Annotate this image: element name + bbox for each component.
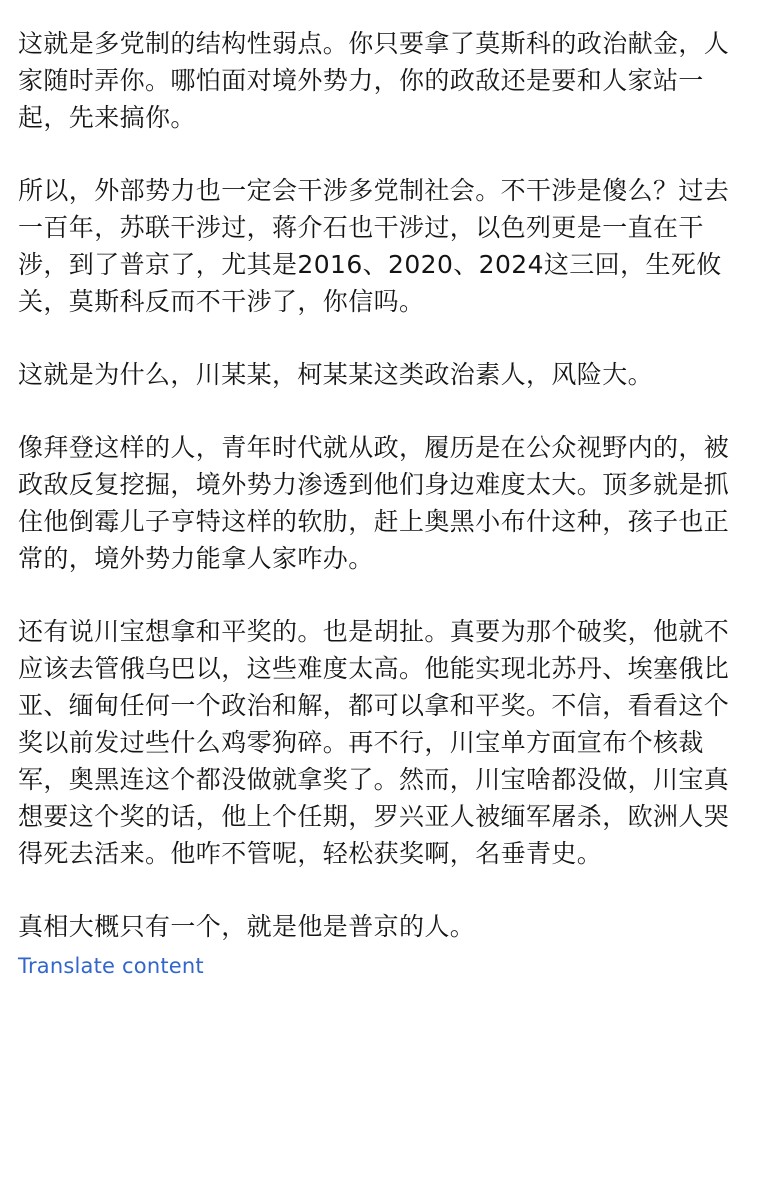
post-paragraph: 所以，外部势力也一定会干涉多党制社会。不干涉是傻么？过去一百年，苏联干涉过，蒋介石也干涉过，以色列更是一直在干涉，到了普京了，尤其是2016、2020、2024这三回，生死攸关，莫斯科反而不干涉了，你信吗。 [18, 176, 730, 316]
translate-content-link[interactable]: Translate content [18, 954, 204, 978]
post-paragraph: 这就是为什么，川某某，柯某某这类政治素人，风险大。 [18, 360, 654, 389]
post-paragraph: 还有说川宝想拿和平奖的。也是胡扯。真要为那个破奖，他就不应该去管俄乌巴以，这些难度太高。他能实现北苏丹、埃塞俄比亚、缅甸任何一个政治和解，都可以拿和平奖。不信，看看这个奖以前发过些什么鸡零狗碎。再不行，川宝单方面宣布个核裁军，奥黑连这个都没做就拿奖了。然而，川宝啥都没做，川宝真想要这个奖的话，他上个任期，罗兴亚人被缅军屠杀，欧洲人哭得死去活来。他咋不管呢，轻松获奖啊，名垂青史。 [18, 617, 730, 868]
post-body [18, 25, 746, 981]
post-paragraph: 像拜登这样的人，青年时代就从政，履历是在公众视野内的，被政敌反复挖掘，境外势力渗透到他们身边难度太大。顶多就是抓住他倒霉儿子亨特这样的软肋，赶上奥黑小布什这种，孩子也正常的，境外势力能拿人家咋办。 [18, 433, 730, 573]
post-paragraph: 真相大概只有一个，就是他是普京的人。 [18, 912, 476, 941]
post-paragraph: 这就是多党制的结构性弱点。你只要拿了莫斯科的政治献金，人家随时弄你。哪怕面对境外势力，你的政敌还是要和人家站一起，先来搞你。 [18, 29, 730, 132]
